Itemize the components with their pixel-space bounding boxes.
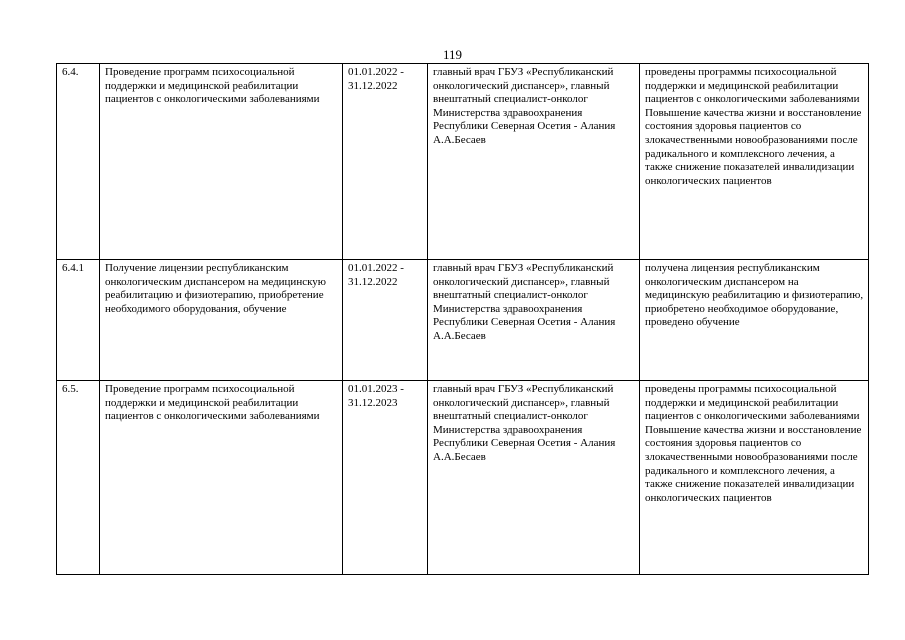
activity-dates: 01.01.2023 - 31.12.2023 <box>343 381 428 575</box>
table-row <box>57 64 869 260</box>
activity-dates: 01.01.2022 - 31.12.2022 <box>343 260 428 381</box>
activity-name: Получение лицензии республиканским онкологическим диспансером на медицинскую реабилитацию и физиотерапию, приобретение необходимого оборудования, обучение <box>100 260 343 381</box>
activities-table <box>56 63 869 575</box>
row-number: 6.4.1 <box>57 260 100 381</box>
row-number: 6.4. <box>57 64 100 260</box>
responsible-person: главный врач ГБУЗ «Республиканский онкологический диспансер», главный внештатный специалист-онколог Министерства здравоохранения Республики Северная Осетия - Алания А.А.Бесаев <box>428 64 640 260</box>
expected-result: проведены программы психосоциальной поддержки и медицинской реабилитации пациентов с онкологическими заболеваниями Повышение качества жизни и восстановление состояния здоровья пациентов со злокачественными новообразованиями после радикального и комплексного лечения, а также снижение показателей инвалидизации онкологических пациентов <box>640 381 869 575</box>
row-number: 6.5. <box>57 381 100 575</box>
responsible-person: главный врач ГБУЗ «Республиканский онкологический диспансер», главный внештатный специалист-онколог Министерства здравоохранения Республики Северная Осетия - Алания А.А.Бесаев <box>428 381 640 575</box>
expected-result: получена лицензия республиканским онкологическим диспансером на медицинскую реабилитацию и физиотерапию, приобретено необходимое оборудование, проведено обучение <box>640 260 869 381</box>
page-number: 119 <box>442 47 463 62</box>
activity-dates: 01.01.2022 - 31.12.2022 <box>343 64 428 260</box>
table-row <box>57 381 869 575</box>
table-row <box>57 260 869 381</box>
activity-name: Проведение программ психосоциальной поддержки и медицинской реабилитации пациентов с онкологическими заболеваниями <box>100 64 343 260</box>
responsible-person: главный врач ГБУЗ «Республиканский онкологический диспансер», главный внештатный специалист-онколог Министерства здравоохранения Республики Северная Осетия - Алания А.А.Бесаев <box>428 260 640 381</box>
expected-result: проведены программы психосоциальной поддержки и медицинской реабилитации пациентов с онкологическими заболеваниями Повышение качества жизни и восстановление состояния здоровья пациентов со злокачественными новообразованиями после радикального и комплексного лечения, а также снижение показателей инвалидизации онкологических пациентов <box>640 64 869 260</box>
activity-name: Проведение программ психосоциальной поддержки и медицинской реабилитации пациентов с онкологическими заболеваниями <box>100 381 343 575</box>
